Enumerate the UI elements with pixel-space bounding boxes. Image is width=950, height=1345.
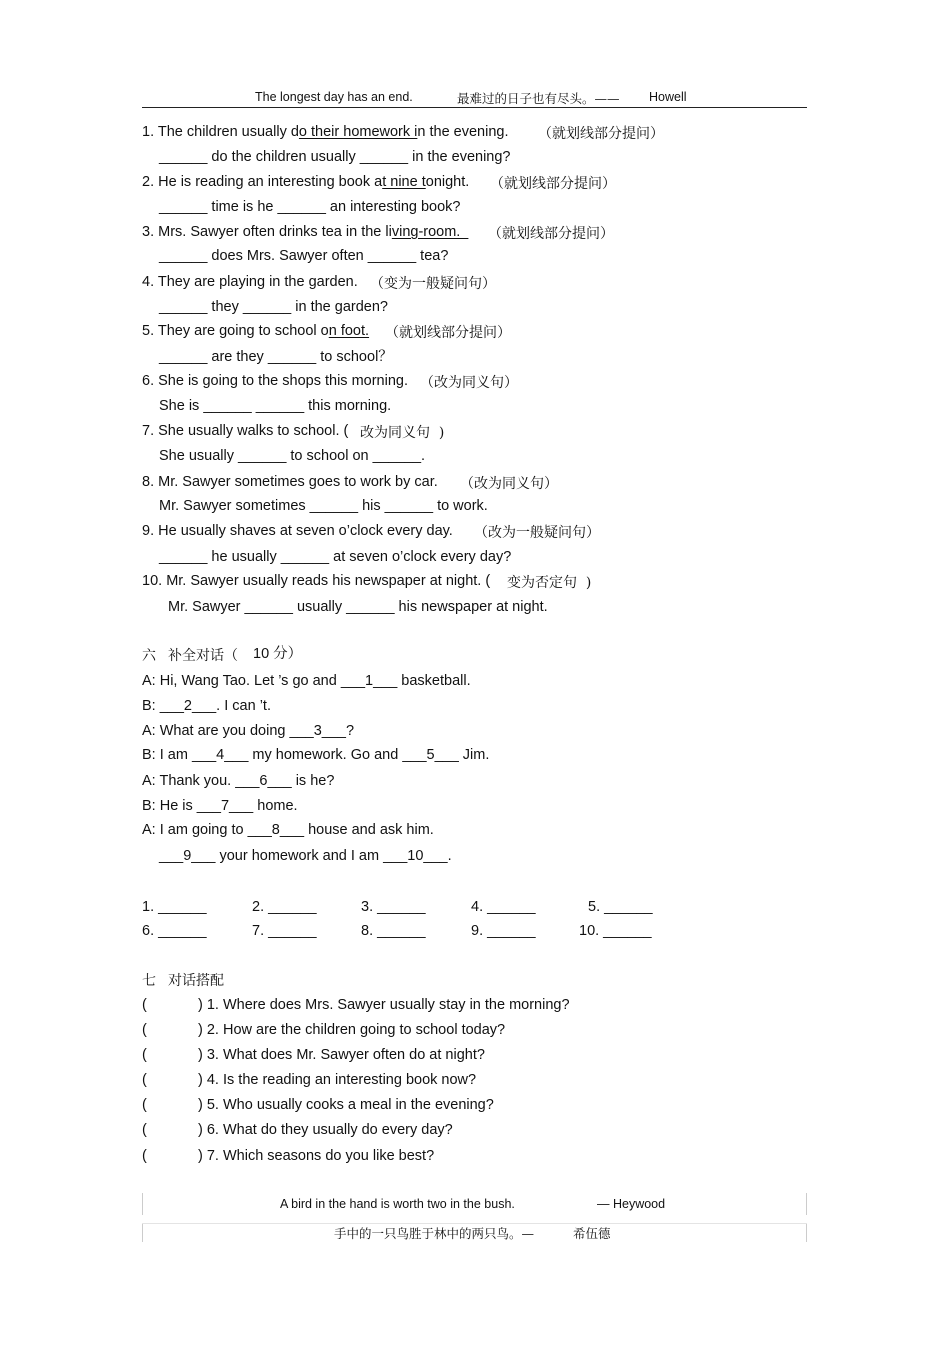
exercise-6-question: 6. She is going to the shops this morning.	[142, 373, 408, 389]
exercise-9-answer: ______ he usually ______ at seven o’clock every day?	[159, 549, 512, 565]
answer-blank-2: 2. ______	[252, 899, 317, 915]
exercise-6-answer: She is ______ ______ this morning.	[159, 398, 392, 414]
matching-question-2: ) 2. How are the children going to school today?	[198, 1022, 506, 1038]
dialogue-line-5: A: Thank you. ___6___ is he?	[142, 773, 335, 789]
exercise-2-instruction: （就划线部分提问）	[490, 176, 616, 192]
dialogue-line-3: A: What are you doing ___3___?	[142, 723, 355, 739]
header-quote-cn: 最难过的日子也有尽头。——	[457, 91, 620, 106]
exercise-10-instruction: 变为否定句 )	[507, 575, 592, 591]
exercise-4-answer: ______ they ______ in the garden?	[159, 299, 388, 315]
matching-question-7: ) 7. Which seasons do you like best?	[198, 1148, 435, 1164]
exercise-10-question: 10. Mr. Sawyer usually reads his newspaper at night. (	[142, 573, 491, 589]
matching-paren-7: (	[142, 1148, 147, 1164]
exercise-10-answer: Mr. Sawyer ______ usually ______ his newspaper at night.	[168, 599, 548, 615]
header-author: Howell	[649, 90, 687, 104]
matching-question-3: ) 3. What does Mr. Sawyer often do at night?	[198, 1047, 485, 1063]
answer-blank-10: 10. ______	[579, 923, 652, 939]
exercise-9-question: 9. He usually shaves at seven o’clock every day.	[142, 523, 453, 539]
exercise-8-instruction: （改为同义句）	[460, 476, 558, 492]
matching-question-4: ) 4. Is the reading an interesting book now?	[198, 1072, 477, 1088]
exercise-9-instruction: （改为一般疑问句）	[474, 525, 600, 541]
exercise-5-instruction: （就划线部分提问）	[385, 325, 511, 341]
exercise-5-question: 5. They are going to school on foot.	[142, 323, 370, 339]
answer-blank-4: 4. ______	[471, 899, 536, 915]
section6-points: 10 分）	[253, 646, 303, 662]
exercise-8-question: 8. Mr. Sawyer sometimes goes to work by car.	[142, 474, 438, 490]
section6-title: 补全对话（	[168, 648, 238, 664]
footer-quote-en: A bird in the hand is worth two in the bush.	[280, 1197, 515, 1211]
footer-author-cn: 希伍德	[573, 1226, 611, 1241]
exercise-3-question: 3. Mrs. Sawyer often drinks tea in the living-room.	[142, 224, 469, 240]
matching-paren-4: (	[142, 1072, 147, 1088]
answer-blank-6: 6. ______	[142, 923, 207, 939]
section6-number: 六	[142, 648, 156, 664]
footer-right-rule-2	[806, 1224, 807, 1242]
exercise-1-instruction: （就划线部分提问）	[538, 126, 664, 142]
dialogue-line-8: ___9___ your homework and I am ___10___.	[159, 848, 452, 864]
answer-blank-7: 7. ______	[252, 923, 317, 939]
dialogue-line-1: A: Hi, Wang Tao. Let ’s go and ___1___ basketball.	[142, 673, 471, 689]
dialogue-line-7: A: I am going to ___8___ house and ask him.	[142, 822, 434, 838]
exercise-6-instruction: （改为同义句）	[420, 375, 518, 391]
section7-number: 七	[142, 973, 156, 989]
dialogue-line-6: B: He is ___7___ home.	[142, 798, 298, 814]
dialogue-line-2: B: ___2___. I can ’t.	[142, 698, 271, 714]
matching-paren-3: (	[142, 1047, 147, 1063]
answer-blank-3: 3. ______	[361, 899, 426, 915]
answer-blank-8: 8. ______	[361, 923, 426, 939]
exercise-3-instruction: （就划线部分提问）	[488, 226, 614, 242]
exercise-8-answer: Mr. Sawyer sometimes ______ his ______ to work.	[159, 498, 488, 514]
footer-quote-cn: 手中的一只鸟胜于林中的两只鸟。—	[334, 1226, 535, 1241]
answer-blank-1: 1. ______	[142, 899, 207, 915]
exercise-2-question: 2. He is reading an interesting book at nine tonight.	[142, 174, 470, 190]
section7-title: 对话搭配	[168, 973, 224, 989]
footer-left-rule-1	[142, 1193, 143, 1215]
matching-paren-6: (	[142, 1122, 147, 1138]
exercise-7-instruction: 改为同义句 )	[360, 425, 445, 441]
answer-blank-5: 5. ______	[588, 899, 653, 915]
exercise-3-answer: ______ does Mrs. Sawyer often ______ tea?	[159, 248, 449, 264]
matching-paren-5: (	[142, 1097, 147, 1113]
matching-question-6: ) 6. What do they usually do every day?	[198, 1122, 453, 1138]
matching-paren-2: (	[142, 1022, 147, 1038]
exercise-7-answer: She usually ______ to school on ______.	[159, 448, 426, 464]
dialogue-line-4: B: I am ___4___ my homework. Go and ___5___ Jim.	[142, 747, 490, 763]
footer-author-en: — Heywood	[597, 1197, 666, 1211]
header-quote-en: The longest day has an end.	[255, 90, 413, 104]
header-rule	[142, 107, 807, 108]
exercise-1-answer: ______ do the children usually ______ in the evening?	[159, 149, 511, 165]
exercise-1-question: 1. The children usually do their homework in the evening.	[142, 124, 509, 140]
answer-blank-9: 9. ______	[471, 923, 536, 939]
matching-question-1: ) 1. Where does Mrs. Sawyer usually stay in the morning?	[198, 997, 570, 1013]
exercise-4-instruction: （变为一般疑问句）	[370, 276, 496, 292]
footer-right-rule-1	[806, 1193, 807, 1215]
exercise-5-answer: ______ are they ______ to school？	[159, 349, 393, 365]
exercise-4-question: 4. They are playing in the garden.	[142, 274, 358, 290]
footer-left-rule-2	[142, 1224, 143, 1242]
matching-question-5: ) 5. Who usually cooks a meal in the evening?	[198, 1097, 494, 1113]
exercise-2-answer: ______ time is he ______ an interesting book?	[159, 199, 461, 215]
matching-paren-1: (	[142, 997, 147, 1013]
exercise-7-question: 7. She usually walks to school. (	[142, 423, 349, 439]
